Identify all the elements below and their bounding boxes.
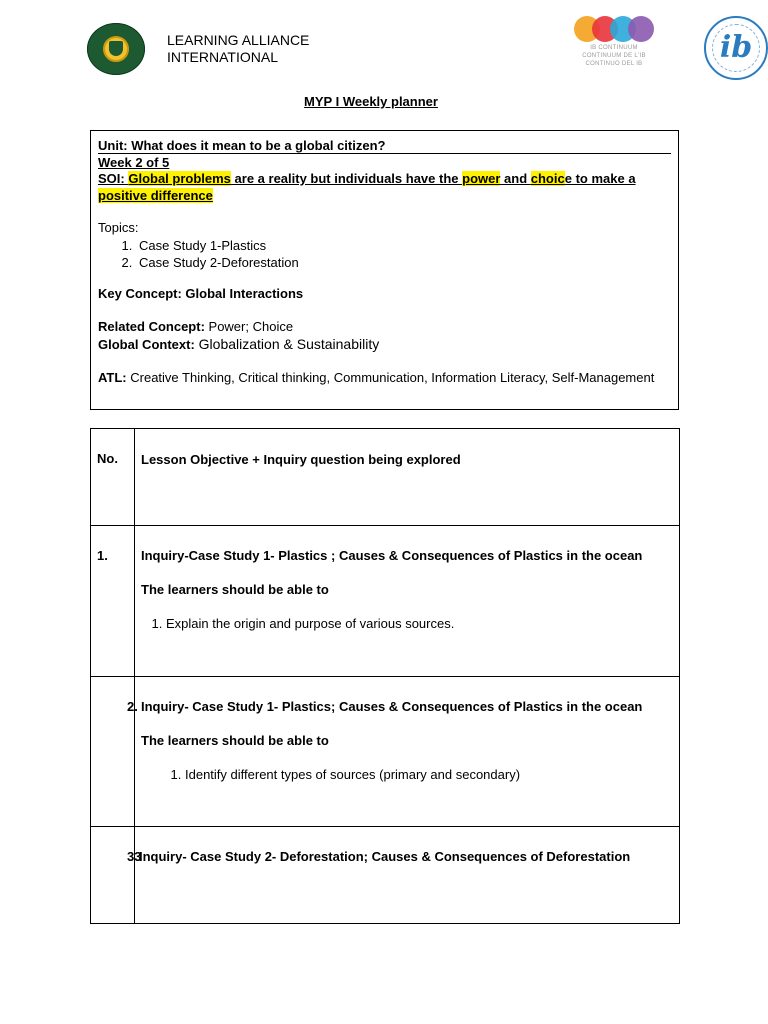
- row-no-cell: [91, 526, 135, 677]
- row-no-cell: [91, 677, 138, 826]
- school-logo: [87, 23, 145, 75]
- week-text: Week 2 of 5: [98, 155, 170, 170]
- topic-item: 2. Case Study 2-Deforestation: [136, 254, 671, 271]
- soi-line: [98, 171, 671, 187]
- soi-text-1: are a reality but individuals have the: [230, 171, 463, 186]
- page-title: MYP I Weekly planner: [304, 94, 438, 109]
- table-row: [91, 677, 680, 826]
- learners-label: The learners should be able to: [141, 582, 329, 598]
- ib-logo: [704, 16, 768, 80]
- header-cell-no: [91, 429, 135, 526]
- atl-value: Creative Thinking, Critical thinking, Communication, Information Literacy, Self-Management: [126, 370, 655, 385]
- topic-item: 1. Case Study 1-Plastics: [136, 237, 671, 254]
- ib-logo-text: ib: [719, 30, 753, 65]
- topics-label: Topics:: [98, 220, 139, 235]
- atl: [98, 370, 671, 386]
- objective-text: Inquiry- Case Study 2- Deforestation; Causes & Consequences of Deforestation: [139, 848, 631, 864]
- soi-highlight-positive-difference: positive difference: [98, 188, 213, 203]
- related-concept-label: Related Concept:: [98, 319, 205, 334]
- week-line: [98, 155, 671, 171]
- soi-line-2: [98, 188, 671, 204]
- table-row: [91, 526, 680, 677]
- continuum-dot-purple: [628, 16, 654, 42]
- header-objective: Lesson Objective + Inquiry question being explored: [141, 452, 461, 467]
- row-objective-cell: [135, 826, 680, 923]
- row-no-cell: [91, 826, 142, 923]
- outcome-item: 1. Identify different types of sources (primary and secondary): [185, 765, 671, 784]
- header-no: No.: [97, 451, 118, 466]
- continuum-caption-1: IB CONTINUUM: [590, 45, 638, 51]
- soi-highlight-power: power: [462, 171, 501, 186]
- ib-continuum-logo: [570, 16, 658, 76]
- unit-info-box: [90, 130, 679, 410]
- school-name-line2: INTERNATIONAL: [167, 49, 278, 65]
- row-objective: [141, 697, 671, 784]
- row-objective: [141, 546, 671, 633]
- atl-label: ATL:: [98, 370, 127, 385]
- unit-line: [98, 138, 671, 154]
- related-concept-value: Power; Choice: [204, 319, 294, 334]
- school-name: [167, 32, 309, 66]
- soi-text-3: e to make a: [564, 171, 636, 186]
- row-number: 33: [127, 848, 142, 864]
- related-concept: [98, 319, 671, 335]
- soi-highlight-choice: choic: [530, 171, 565, 186]
- global-context-value: Globalization & Sustainability: [194, 336, 380, 352]
- objective-text: Inquiry-Case Study 1- Plastics ; Causes & Consequences of Plastics in the ocean: [141, 548, 643, 564]
- unit-text: Unit: What does it mean to be a global citizen?: [98, 138, 386, 153]
- row-objective-cell: [135, 526, 680, 677]
- table-header-row: [91, 429, 680, 526]
- continuum-caption-3: CONTINUO DEL IB: [585, 61, 643, 67]
- row-number: 2.: [127, 699, 138, 715]
- topics-list: [91, 237, 671, 271]
- school-name-line1: LEARNING ALLIANCE: [167, 32, 310, 48]
- continuum-caption-2: CONTINUUM DE L'IB: [582, 53, 646, 59]
- topics-list-wrap: [91, 237, 671, 271]
- outcome-item: 1. Explain the origin and purpose of various sources.: [166, 614, 671, 633]
- outcome-list: [141, 765, 671, 784]
- global-context-label: Global Context:: [98, 337, 195, 352]
- row-number: 1.: [97, 548, 108, 564]
- key-concept: Key Concept: Global Interactions: [98, 286, 304, 301]
- learners-label: The learners should be able to: [141, 733, 329, 749]
- soi-highlight-global-problems: Global problems: [128, 171, 231, 186]
- lesson-table: [90, 428, 680, 924]
- shield-icon: [109, 41, 123, 56]
- row-objective-cell: [135, 677, 680, 826]
- header-cell-objective: [135, 429, 680, 526]
- outcome-list: [141, 614, 671, 633]
- soi-text-2: and: [500, 171, 531, 186]
- table-row: [91, 826, 680, 923]
- soi-prefix: SOI:: [98, 171, 129, 186]
- global-context: [98, 336, 671, 353]
- objective-text: Inquiry- Case Study 1- Plastics; Causes & Consequences of Plastics in the ocean: [141, 699, 643, 715]
